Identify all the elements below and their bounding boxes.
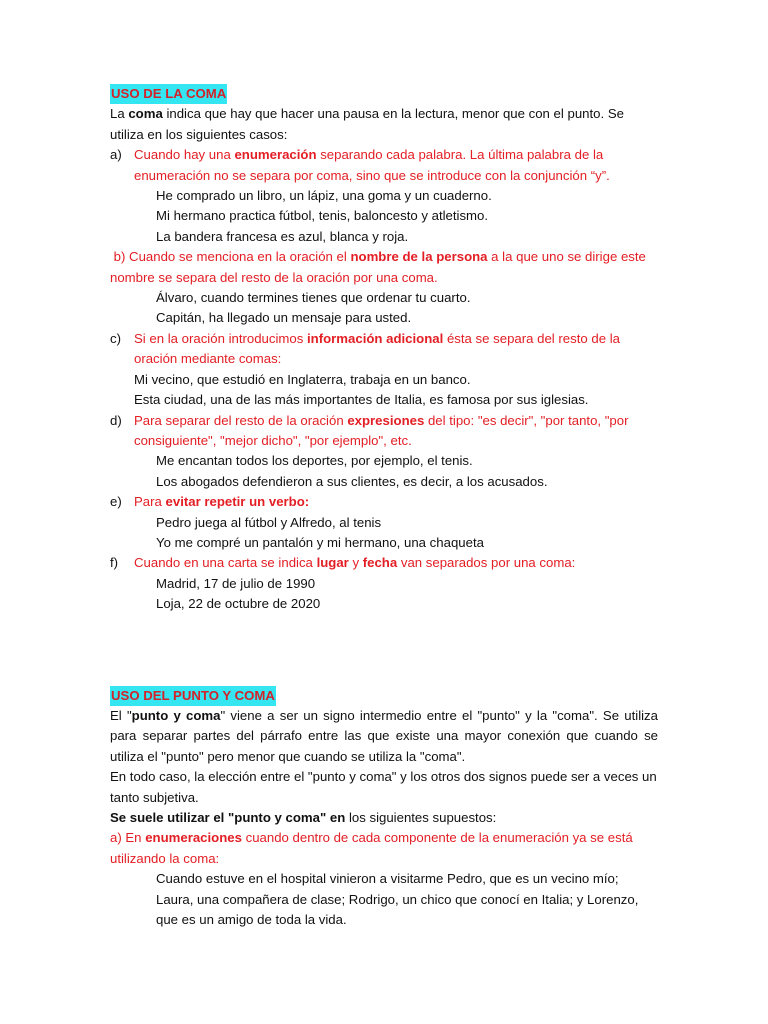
example-line: Me encantan todos los deportes, por ejemplo, el tenis.	[156, 453, 473, 469]
coma-case-e: e) Para evitar repetir un verbo:	[110, 494, 310, 510]
punto-y-coma-definition: El "punto y coma" viene a ser un signo intermedio entre el "punto" y la "coma". Se utiliza para separar partes del párrafo entre las que existe una mayor conexión que cuando se utiliza el "punto" pero menor que cuando se utiliza la "coma".	[110, 707, 658, 764]
example-line: Los abogados defendieron a sus clientes, es decir, a los acusados.	[156, 473, 548, 489]
example-line: Yo me compré un pantalón y mi hermano, una chaqueta	[156, 534, 484, 550]
example-line: He comprado un libro, un lápiz, una goma y un cuaderno.	[156, 188, 492, 204]
coma-case-c: c) Si en la oración introducimos información adicional ésta se separa del resto de la oración mediante comas:	[110, 330, 620, 367]
example-line: Cuando estuve en el hospital vinieron a visitarme Pedro, que es un vecino mío; Laura, una compañera de clase; Rodrigo, un chico que conocí en Italia; y Lorenzo, que es un amigo de toda la vida.	[156, 871, 639, 928]
punto-y-coma-case-a: a) En enumeraciones cuando dentro de cada componente de la enumeración ya se está utilizando la coma:	[110, 830, 633, 866]
coma-case-b: b) Cuando se menciona en la oración el nombre de la persona a la que uno se dirige este nombre se separa del resto de la oración por una coma.	[110, 249, 646, 285]
coma-case-a: a) Cuando hay una enumeración separando cada palabra. La última palabra de la enumeración no se separa por coma, sino que se introduce con la conjunción “y”.	[110, 147, 610, 183]
example-line: Loja, 22 de octubre de 2020	[156, 596, 321, 612]
document-page	[110, 84, 658, 930]
section-spacer	[110, 615, 658, 686]
punto-y-coma-cases-intro: Se suele utilizar el "punto y coma" en los siguientes supuestos:	[110, 810, 497, 825]
heading-uso-del-punto-y-coma: USO DEL PUNTO Y COMA	[110, 686, 276, 706]
coma-intro: La coma indica que hay que hacer una pausa en la lectura, menor que con el punto. Se utiliza en los siguientes casos:	[110, 106, 624, 142]
example-line: Pedro juega al fútbol y Alfredo, al tenis	[156, 514, 382, 530]
example-line: Mi hermano practica fútbol, tenis, baloncesto y atletismo.	[156, 208, 489, 224]
example-line: Capitán, ha llegado un mensaje para usted.	[156, 310, 412, 326]
example-line: Álvaro, cuando termines tienes que ordenar tu cuarto.	[156, 290, 471, 306]
punto-y-coma-note: En todo caso, la elección entre el "punto y coma" y los otros dos signos puede ser a veces un tanto subjetiva.	[110, 769, 657, 805]
example-line: Madrid, 17 de julio de 1990	[156, 575, 316, 591]
heading-uso-de-la-coma: USO DE LA COMA	[110, 84, 227, 104]
coma-case-d: d) Para separar del resto de la oración expresiones del tipo: "es decir", "por tanto, "por consiguiente", "mejor dicho", "por ejemplo", etc.	[110, 412, 629, 448]
coma-case-f: f) Cuando en una carta se indica lugar y fecha van separados por una coma:	[110, 555, 576, 571]
example-line: Mi vecino, que estudió en Inglaterra, trabaja en un banco.	[134, 371, 471, 387]
example-line: Esta ciudad, una de las más importantes de Italia, es famosa por sus iglesias.	[134, 392, 589, 408]
example-line: La bandera francesa es azul, blanca y roja.	[156, 228, 409, 244]
